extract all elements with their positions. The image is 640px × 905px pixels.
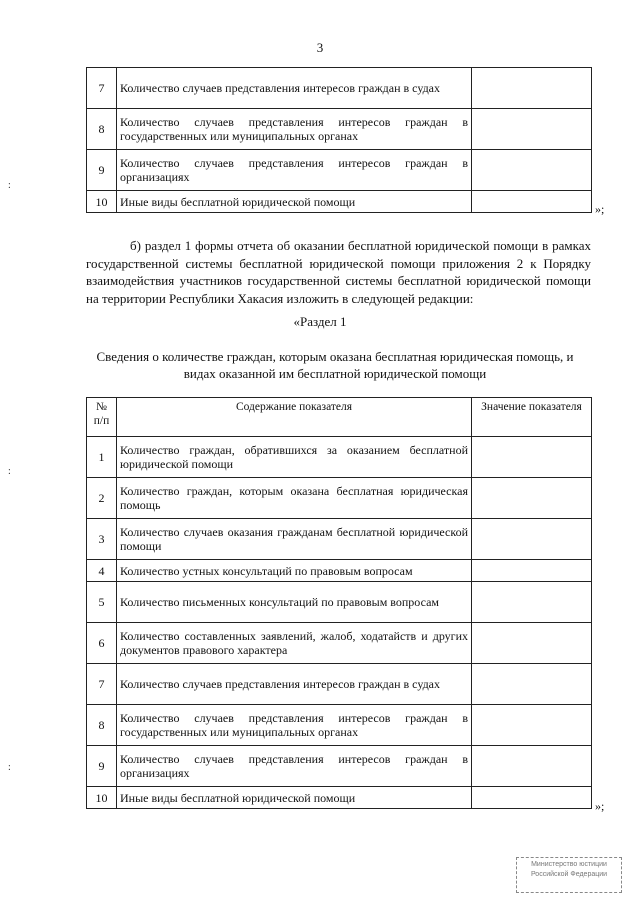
row-value-cell bbox=[472, 191, 592, 213]
table-row bbox=[87, 705, 592, 746]
closing-quote: »; bbox=[595, 799, 605, 813]
row-number: 7 bbox=[87, 664, 117, 705]
row-value-cell bbox=[472, 664, 592, 705]
row-number: 10 bbox=[87, 787, 117, 809]
row-number: 8 bbox=[87, 705, 117, 746]
table-heading: Сведения о количестве граждан, которым оказана бесплатная юридическая помощь, и видах оказанной им бесплатной юридической помощи bbox=[96, 349, 574, 381]
table-row bbox=[87, 560, 592, 582]
main-table bbox=[86, 397, 592, 809]
row-value-cell bbox=[472, 109, 592, 150]
row-value-cell bbox=[472, 519, 592, 560]
row-value-cell bbox=[472, 150, 592, 191]
row-indicator: Иные виды бесплатной юридической помощи bbox=[117, 787, 472, 809]
table-row bbox=[87, 109, 592, 150]
table-row bbox=[87, 746, 592, 787]
row-indicator: Количество граждан, которым оказана бесплатная юридическая помощь bbox=[117, 478, 472, 519]
row-indicator: Иные виды бесплатной юридической помощи bbox=[117, 191, 472, 213]
header-content: Содержание показателя bbox=[117, 398, 472, 437]
row-indicator: Количество составленных заявлений, жалоб, ходатайств и других документов правового характера bbox=[117, 623, 472, 664]
row-number: 6 bbox=[87, 623, 117, 664]
table-row bbox=[87, 787, 592, 809]
table-row bbox=[87, 478, 592, 519]
row-indicator: Количество случаев представления интересов граждан в государственных или муниципальных органах bbox=[117, 109, 472, 150]
row-number: 4 bbox=[87, 560, 117, 582]
row-number: 10 bbox=[87, 191, 117, 213]
top-table bbox=[86, 67, 592, 213]
row-number: 3 bbox=[87, 519, 117, 560]
table-row bbox=[87, 623, 592, 664]
table-row bbox=[87, 582, 592, 623]
row-indicator: Количество письменных консультаций по правовым вопросам bbox=[117, 582, 472, 623]
row-number: 1 bbox=[87, 437, 117, 478]
row-indicator: Количество случаев оказания гражданам бесплатной юридической помощи bbox=[117, 519, 472, 560]
row-value-cell bbox=[472, 582, 592, 623]
row-indicator: Количество случаев представления интересов граждан в судах bbox=[117, 664, 472, 705]
row-value-cell bbox=[472, 787, 592, 809]
row-number: 8 bbox=[87, 109, 117, 150]
row-number: 5 bbox=[87, 582, 117, 623]
table-row bbox=[87, 150, 592, 191]
row-value-cell bbox=[472, 623, 592, 664]
margin-mark: : bbox=[8, 180, 11, 191]
section-title: «Раздел 1 bbox=[293, 314, 347, 329]
body-paragraph: б) раздел 1 формы отчета об оказании бесплатной юридической помощи в рамках государственной системы бесплатной юридической помощи приложения 2 к Порядку взаимодействия участников государственной системы бесплатной юридической помощи на территории Республики Хакасия изложить в следующей редакции: bbox=[86, 238, 591, 306]
header-num: № п/п bbox=[87, 398, 117, 437]
row-number: 2 bbox=[87, 478, 117, 519]
row-value-cell bbox=[472, 746, 592, 787]
row-value-cell bbox=[472, 705, 592, 746]
row-number: 9 bbox=[87, 150, 117, 191]
row-number: 9 bbox=[87, 746, 117, 787]
page-number: 3 bbox=[316, 40, 324, 55]
row-indicator: Количество граждан, обратившихся за оказанием бесплатной юридической помощи bbox=[117, 437, 472, 478]
row-value-cell bbox=[472, 437, 592, 478]
table-header-row bbox=[87, 398, 592, 437]
table-row bbox=[87, 191, 592, 213]
table-row bbox=[87, 664, 592, 705]
registration-stamp: Министерство юстиции Российской Федерации bbox=[516, 857, 622, 893]
row-value-cell bbox=[472, 560, 592, 582]
closing-quote: »; bbox=[595, 202, 605, 216]
header-value: Значение показателя bbox=[472, 398, 592, 437]
row-value-cell bbox=[472, 68, 592, 109]
row-number: 7 bbox=[87, 68, 117, 109]
row-indicator: Количество случаев представления интересов граждан в организациях bbox=[117, 746, 472, 787]
margin-mark: : bbox=[8, 466, 11, 477]
table-row bbox=[87, 68, 592, 109]
row-indicator: Количество устных консультаций по правовым вопросам bbox=[117, 560, 472, 582]
row-indicator: Количество случаев представления интересов граждан в организациях bbox=[117, 150, 472, 191]
table-row bbox=[87, 519, 592, 560]
margin-mark: : bbox=[8, 762, 11, 773]
table-row bbox=[87, 437, 592, 478]
row-indicator: Количество случаев представления интересов граждан в судах bbox=[117, 68, 472, 109]
row-value-cell bbox=[472, 478, 592, 519]
row-indicator: Количество случаев представления интересов граждан в государственных или муниципальных органах bbox=[117, 705, 472, 746]
